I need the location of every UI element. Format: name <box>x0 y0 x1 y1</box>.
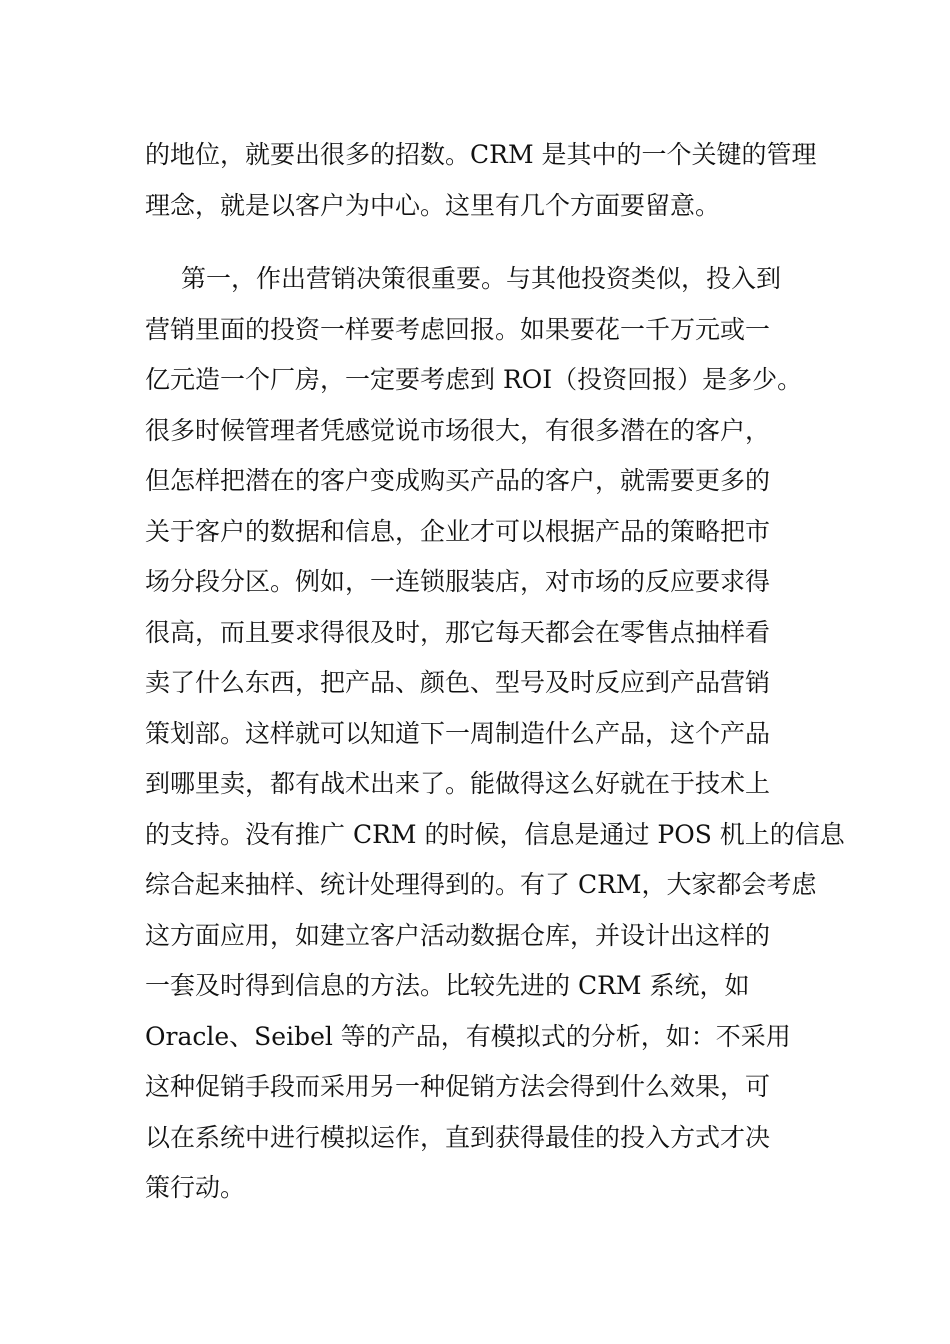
text-line: 场分段分区。例如，一连锁服装店，对市场的反应要求得 <box>145 567 771 596</box>
text-line: 以在系统中进行模拟运作，直到获得最佳的投入方式才决 <box>145 1122 771 1152</box>
text-line: 亿元造一个厂房，一定要考虑到 ROI（投资回报）是多少。 <box>145 365 803 394</box>
text-line: 综合起来抽样、统计处理得到的。有了 CRM，大家都会考虑 <box>145 870 817 899</box>
text-line: 关于客户的数据和信息，企业才可以根据产品的策略把市 <box>145 516 771 546</box>
text-line: 很高，而且要求得很及时，那它每天都会在零售点抽样看 <box>145 617 771 647</box>
text-line: 这种促销手段而采用另一种促销方法会得到什么效果，可 <box>145 1072 771 1101</box>
text-line: 到哪里卖，都有战术出来了。能做得这么好就在于技术上 <box>145 769 771 798</box>
text-line: 的地位，就要出很多的招数。CRM 是其中的一个关键的管理 <box>145 140 817 169</box>
text-line: Oracle、Seibel 等的产品，有模拟式的分析，如：不采用 <box>145 1021 791 1051</box>
text-line: 的支持。没有推广 CRM 的时候，信息是通过 POS 机上的信息 <box>145 819 845 849</box>
text-line: 第一，作出营销决策很重要。与其他投资类似，投入到 <box>181 264 782 293</box>
text-line: 一套及时得到信息的方法。比较先进的 CRM 系统，如 <box>145 971 750 1000</box>
text-line: 但怎样把潜在的客户变成购买产品的客户，就需要更多的 <box>145 466 771 495</box>
text-line: 理念，就是以客户为中心。这里有几个方面要留意。 <box>145 190 721 220</box>
text-line: 这方面应用，如建立客户活动数据仓库，并设计出这样的 <box>145 920 771 950</box>
text-line: 策行动。 <box>145 1173 246 1202</box>
paragraph-first-point <box>145 254 845 1214</box>
text-line: 很多时候管理者凭感觉说市场很大，有很多潜在的客户， <box>145 415 771 445</box>
text-line: 卖了什么东西，把产品、颜色、型号及时反应到产品营销 <box>145 668 771 697</box>
text-line: 策划部。这样就可以知道下一周制造什么产品，这个产品 <box>145 718 771 748</box>
text-line: 营销里面的投资一样要考虑回报。如果要花一千万元或一 <box>145 314 771 344</box>
paragraph-continuation <box>145 130 825 231</box>
